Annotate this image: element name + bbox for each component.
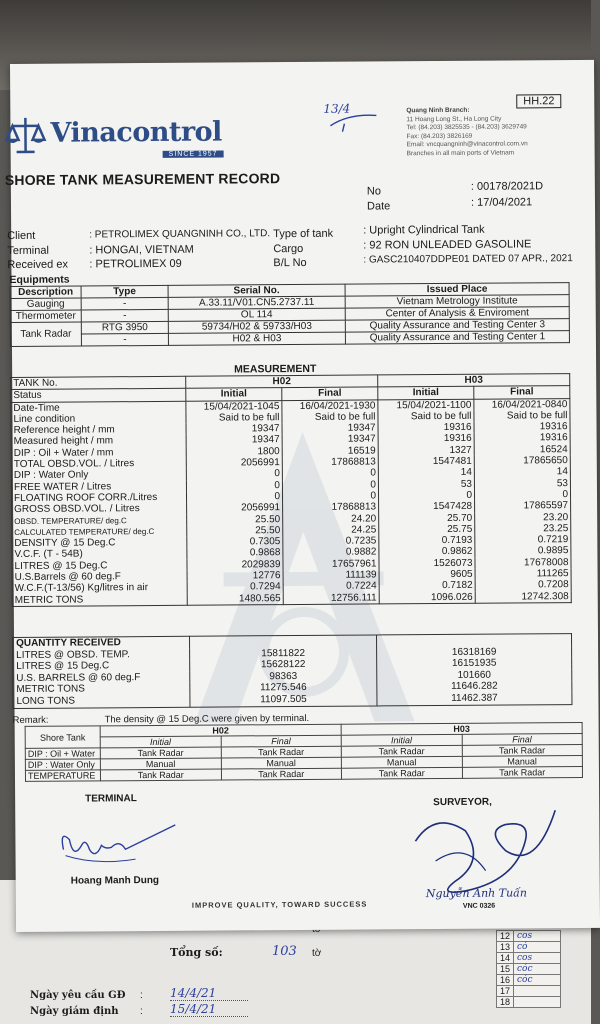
record-no-label: No: [366, 185, 382, 198]
measurement-cell: 2056991: [186, 457, 282, 469]
measurement-cell: 24.20: [283, 513, 379, 525]
quantity-cell: 98363: [190, 670, 377, 683]
measurement-cell: 19347: [186, 435, 282, 447]
measurement-row-label: U.S.Barrels @ 60 deg.F: [12, 571, 187, 584]
equipment-cell: Center of Analysis & Enviroment: [345, 307, 569, 321]
equipment-cell: RTG 3950: [81, 321, 168, 334]
measurement-cell: 25.70: [379, 512, 475, 524]
measurement-cell: 0.7305: [187, 536, 283, 548]
equipment-cell: Tank Radar: [10, 322, 81, 346]
measurement-cell: 0: [186, 468, 282, 480]
client-value: : PETROLIMEX QUANGNINH CO., LTD.: [89, 228, 271, 241]
branch-line-2: Tel: (84.203) 3825535 - (84.203) 3629749: [406, 123, 527, 132]
surveyor-sign-label: SURVEYOR,: [433, 796, 492, 809]
side-log-row: [497, 975, 561, 986]
side-log-note: cóc: [514, 964, 561, 975]
side-log-row: [497, 986, 561, 997]
measurement-heading: MEASUREMENT: [234, 362, 317, 376]
remark-text: The density @ 15 Deg.C were given by terminal.: [104, 712, 310, 726]
quantity-row-label: LONG TONS: [13, 695, 190, 708]
measurement-cell: Said to be full: [378, 411, 474, 423]
measurement-cell: 14: [474, 466, 570, 478]
measurement-cell: 19316: [378, 433, 474, 445]
quantity-cell: 11646.282: [377, 680, 572, 693]
shore-cell: Manual: [221, 757, 342, 769]
record-date-label: Date: [366, 200, 391, 213]
quantity-cell: 11097.505: [190, 693, 377, 706]
measurement-cell: 2056991: [187, 502, 283, 514]
measurement-cell: 0.7224: [283, 581, 379, 593]
measurement-cell: 19347: [186, 423, 282, 435]
measurement-cell: 23.25: [475, 523, 571, 535]
branch-line-1: 11 Hoang Long St., Ha Long City: [406, 115, 502, 123]
measurement-cell: 0.7208: [475, 579, 571, 591]
measurement-cell: 19316: [474, 433, 570, 445]
equipment-cell: -: [81, 297, 168, 310]
shore-cell: Tank Radar: [100, 769, 221, 781]
quantity-cell: 16151935: [377, 657, 572, 670]
measurement-row-label: METRIC TONS: [12, 593, 187, 606]
measurement-cell: 0: [282, 468, 378, 480]
equipment-cell: H02 & H03: [168, 332, 345, 345]
side-log-number: 13: [497, 942, 514, 953]
shore-cell: Tank Radar: [221, 746, 342, 758]
branch-line-4: Email: vncquangninh@vinacontrol.com.vn: [406, 140, 528, 149]
measurement-cell: 12742.308: [475, 591, 571, 603]
equipment-col-description: Description: [10, 286, 81, 298]
received-label: Received ex: [7, 258, 68, 272]
shore-initial: Initial: [341, 734, 462, 746]
shore-cell: Tank Radar: [341, 767, 462, 779]
measurement-cell: 111265: [475, 568, 571, 580]
shore-cell: Tank Radar: [462, 745, 583, 757]
quantity-heading: QUANTITY RECEIVED: [13, 636, 190, 649]
quantity-cell: 16318169: [377, 646, 572, 659]
side-log-number: 17: [497, 986, 514, 997]
branch-title: Quang Ninh Branch:: [406, 106, 470, 115]
side-log-row: [497, 997, 561, 1008]
total-label: Tổng số:: [170, 946, 223, 959]
measurement-row-label: DENSITY @ 15 Deg.C: [12, 537, 187, 550]
inspection-date-value: 15/4/21: [170, 1002, 248, 1017]
measurement-cell: 17868813: [283, 502, 379, 514]
measurement-cell: 0: [282, 490, 378, 502]
shore-cell: Manual: [462, 756, 583, 768]
handwritten-mark: [328, 109, 378, 133]
measurement-cell: 0.9895: [475, 546, 571, 558]
measurement-cell: 14: [378, 467, 474, 479]
slogan: IMPROVE QUALITY, TOWARD SUCCESS: [191, 899, 368, 910]
side-log-row: [497, 931, 561, 942]
remark-label: Remark:: [12, 714, 49, 726]
measurement-cell: 15/04/2021-1045: [186, 400, 282, 412]
side-log-table: [496, 930, 561, 1008]
measurement-row-label: Measured height / mm: [11, 435, 186, 448]
scales-logo-icon: [4, 116, 46, 156]
shore-cell: Tank Radar: [100, 747, 221, 759]
side-log-row: [497, 942, 561, 953]
measurement-cell: 1480.565: [187, 593, 283, 605]
tank-type-value: : Upright Cylindrical Tank: [363, 223, 485, 237]
measurement-cell: 25.75: [379, 524, 475, 536]
measurement-cell: 24.25: [283, 524, 379, 536]
inspection-date-label: Ngày giám định: [30, 1006, 119, 1017]
quantity-cell: 11462.387: [377, 692, 572, 705]
measurement-cell: 1327: [378, 445, 474, 457]
logbook-page: Tổng số: 103 tờ Ngày yêu cầu GĐ : 14/4/21 Ngày giám định : 15/4/21 12 cos 13 có 14 cos 15 cóc 16 cóc 17 18: [0, 880, 591, 1024]
equipment-cell: Quality Assurance and Testing Center 1: [345, 331, 569, 345]
measurement-cell: 17678008: [475, 557, 571, 569]
equipment-cell: Gauging: [10, 298, 81, 310]
measurement-cell: 0.7193: [379, 535, 475, 547]
side-log-note: [514, 997, 561, 1008]
equipment-cell: 59734/H02 & 59733/H03: [168, 320, 345, 333]
side-log-number: 16: [497, 975, 514, 986]
measurement-cell: 19347: [282, 434, 378, 446]
side-log-note: cóc: [514, 975, 561, 986]
measurement-cell: 0: [282, 479, 378, 491]
quantity-row-label: METRIC TONS: [13, 683, 190, 696]
shore-tank-table: [25, 722, 583, 782]
measurement-cell: 0: [186, 480, 282, 492]
measurement-row-label: LITRES @ 15 Deg.C: [12, 560, 187, 573]
status-final: Final: [474, 386, 570, 399]
shore-cell: Manual: [341, 756, 462, 768]
measurement-row-label: DIP : Oil + Water / mm: [11, 447, 186, 460]
client-label: Client: [7, 229, 36, 243]
terminal-sign-label: TERMINAL: [85, 793, 137, 805]
side-log-number: 15: [497, 964, 514, 975]
tank-type-label: Type of tank: [273, 227, 334, 241]
measurement-cell: 0.9882: [283, 547, 379, 559]
measurement-row-label: W.C.F.(T-13/56) Kg/litres in air: [12, 582, 187, 595]
quantity-cell: 101660: [377, 669, 572, 682]
quantity-cell: 11275.546: [190, 682, 377, 695]
measurement-cell: 16524: [474, 444, 570, 456]
shore-tank-label: Shore Tank: [25, 726, 100, 749]
logo-wordmark: Vinacontrol: [50, 116, 222, 149]
equipment-cell: OL 114: [168, 308, 345, 321]
branch-info: [406, 106, 527, 158]
measurement-cell: 23.20: [475, 512, 571, 524]
measurement-cell: 0.9862: [379, 546, 475, 558]
equipment-col-issued: Issued Place: [345, 283, 569, 297]
side-log-row: [497, 964, 561, 975]
cargo-label: Cargo: [273, 242, 304, 256]
equipments-heading: Equipments: [9, 273, 70, 287]
bl-label: B/L No: [273, 256, 307, 270]
shore-row-label: DIP : Oil + Water: [25, 748, 100, 760]
measurement-cell: 0.9868: [187, 548, 283, 560]
equipment-cell: -: [81, 309, 168, 322]
total-value: 103: [272, 944, 297, 959]
equipment-cell: Quality Assurance and Testing Center 3: [345, 319, 569, 333]
measurement-cell: 9605: [379, 569, 475, 581]
shore-final: Final: [221, 735, 342, 747]
measurement-cell: 12756.111: [283, 592, 379, 604]
terminal-label: Terminal: [7, 244, 49, 258]
equipment-cell: Vietnam Metrology Institute: [345, 295, 569, 309]
side-log-number: 14: [497, 953, 514, 964]
measurement-cell: 0.7182: [379, 580, 475, 592]
measurement-cell: 0.7294: [187, 581, 283, 593]
equipment-col-serial: Serial No.: [168, 284, 345, 297]
measurement-cell: 0.7235: [283, 536, 379, 548]
quantity-row-label: U.S. BARRELS @ 60 deg.F: [13, 672, 190, 685]
handwritten-note: 13/4: [323, 101, 351, 116]
shore-cell: Tank Radar: [462, 767, 583, 779]
form-code: HH.22: [516, 94, 561, 108]
quantity-cell: 15628122: [190, 659, 377, 672]
quantity-cell: 15811822: [190, 647, 377, 660]
cargo-value: : 92 RON UNLEADED GASOLINE: [363, 238, 532, 252]
shore-h03: H03: [341, 723, 582, 736]
measurement-row-label: DIP : Water Only: [11, 469, 186, 482]
terminal-value: : HONGAI, VIETNAM: [89, 243, 194, 257]
shore-h02: H02: [100, 724, 341, 737]
bl-value: : GASC210407DDPE01 DATED 07 APR., 2021: [363, 253, 573, 266]
measurement-cell: 17657961: [283, 558, 379, 570]
measurement-cell: 19316: [378, 422, 474, 434]
status-initial: Initial: [378, 387, 474, 400]
measurement-cell: 25.50: [187, 525, 283, 537]
equipment-table: [10, 282, 570, 347]
shore-row-label: TEMPERATURE: [25, 770, 100, 782]
measurement-sheet: [4, 60, 600, 932]
measurement-cell: 111139: [283, 569, 379, 581]
measurement-cell: 16519: [282, 445, 378, 457]
measurement-cell: 1547481: [378, 456, 474, 468]
side-log-note: cos: [514, 931, 561, 942]
measurement-cell: 53: [474, 478, 570, 490]
equipment-cell: Thermometer: [10, 310, 81, 322]
terminal-signature: [55, 819, 185, 880]
shore-cell: Tank Radar: [221, 768, 342, 780]
shore-row-label: DIP : Water Only: [25, 759, 100, 771]
equipment-row: [10, 331, 569, 347]
quantity-row-label: LITRES @ OBSD. TEMP.: [13, 648, 190, 661]
measurement-cell: 25.50: [187, 514, 283, 526]
measurement-cell: Said to be full: [186, 412, 282, 424]
shore-cell: Manual: [100, 758, 221, 770]
side-log-note: cos: [514, 953, 561, 964]
document-title: SHORE TANK MEASUREMENT RECORD: [4, 170, 281, 189]
measurement-row-label: FLOATING ROOF CORR./Litres: [11, 492, 186, 505]
measurement-table: [10, 373, 572, 607]
quantity-row-label: LITRES @ 15 Deg.C: [13, 660, 190, 673]
tank-h03: H03: [378, 374, 570, 388]
measurement-cell: 0: [186, 491, 282, 503]
quantity-row: [13, 692, 572, 708]
measurement-cell: 2029839: [187, 559, 283, 571]
side-log-note: có: [514, 942, 561, 953]
measurement-cell: 0.7219: [475, 534, 571, 546]
side-log-number: 12: [497, 931, 514, 942]
measurement-row-label: TOTAL OBSD.VOL. / Litres: [11, 458, 186, 471]
measurement-cell: 53: [378, 478, 474, 490]
quantity-table: [12, 633, 572, 708]
measurement-row-label: Reference height / mm: [11, 424, 186, 437]
tank-h02: H02: [186, 375, 378, 389]
measurement-cell: 0: [378, 490, 474, 502]
measurement-cell: 15/04/2021-1100: [378, 399, 474, 411]
status-final: Final: [282, 387, 378, 400]
measurement-row-label: GROSS OBSD.VOL. / Litres: [12, 503, 187, 516]
measurement-row-label: Date-Time: [11, 401, 186, 414]
received-value: : PETROLIMEX 09: [89, 257, 182, 271]
measurement-cell: 12776: [187, 570, 283, 582]
measurement-cell: 19316: [474, 421, 570, 433]
shore-final: Final: [462, 734, 583, 746]
measurement-cell: 17865650: [474, 455, 570, 467]
measurement-cell: 19347: [282, 423, 378, 435]
equipment-cell: A.33.11/V01.CN5.2737.11: [168, 296, 345, 309]
measurement-cell: Said to be full: [474, 410, 570, 422]
measurement-row-label: OBSD. TEMPERATURE/ deg.C: [12, 514, 187, 527]
measurement-row-label: FREE WATER / Litres: [11, 480, 186, 493]
record-no-value: : 00178/2021D: [470, 180, 544, 193]
measurement-cell: Said to be full: [282, 411, 378, 423]
status-initial: Initial: [186, 388, 282, 401]
tank-no-label: TANK No.: [11, 376, 186, 390]
measurement-cell: 0: [474, 489, 570, 501]
surveyor-name: Nguyễn Anh Tuấn: [425, 886, 528, 901]
terminal-name: Hoang Manh Dung: [70, 874, 160, 887]
equipment-cell: -: [81, 333, 168, 346]
measurement-cell: 17868813: [282, 457, 378, 469]
measurement-cell: 1547428: [379, 501, 475, 513]
logo-since: SINCE 1957: [163, 151, 224, 158]
surveyor-code: VNC 0326: [462, 902, 496, 910]
equipment-col-type: Type: [81, 285, 168, 298]
measurement-cell: 16/04/2021-0840: [474, 398, 570, 410]
measurement-cell: 1800: [186, 446, 282, 458]
measurement-row-label: Line condition: [11, 413, 186, 426]
measurement-row-label: CALCULATED TEMPERATURE/ deg.C: [12, 526, 187, 539]
measurement-cell: 17865597: [475, 500, 571, 512]
measurement-cell: 1096.026: [379, 591, 475, 603]
side-log-note: [514, 986, 561, 997]
request-date-value: 14/4/21: [170, 986, 248, 1001]
branch-line-5: Branches in all main ports of Vietnam: [406, 148, 515, 157]
measurement-row-label: V.C.F. (T - 54B): [12, 548, 187, 561]
shore-initial: Initial: [100, 736, 221, 748]
branch-line-3: Fax: (84.203) 3826169: [406, 132, 473, 140]
measurement-cell: 16/04/2021-1930: [282, 400, 378, 412]
record-date-value: : 17/04/2021: [470, 196, 533, 209]
request-date-label: Ngày yêu cầu GĐ: [30, 990, 126, 1001]
shore-cell: Tank Radar: [341, 745, 462, 757]
side-log-row: [497, 953, 561, 964]
measurement-cell: 1526073: [379, 558, 475, 570]
total-unit: tờ: [312, 948, 322, 959]
status-label: Status: [11, 389, 186, 403]
side-log-number: 18: [497, 997, 514, 1008]
